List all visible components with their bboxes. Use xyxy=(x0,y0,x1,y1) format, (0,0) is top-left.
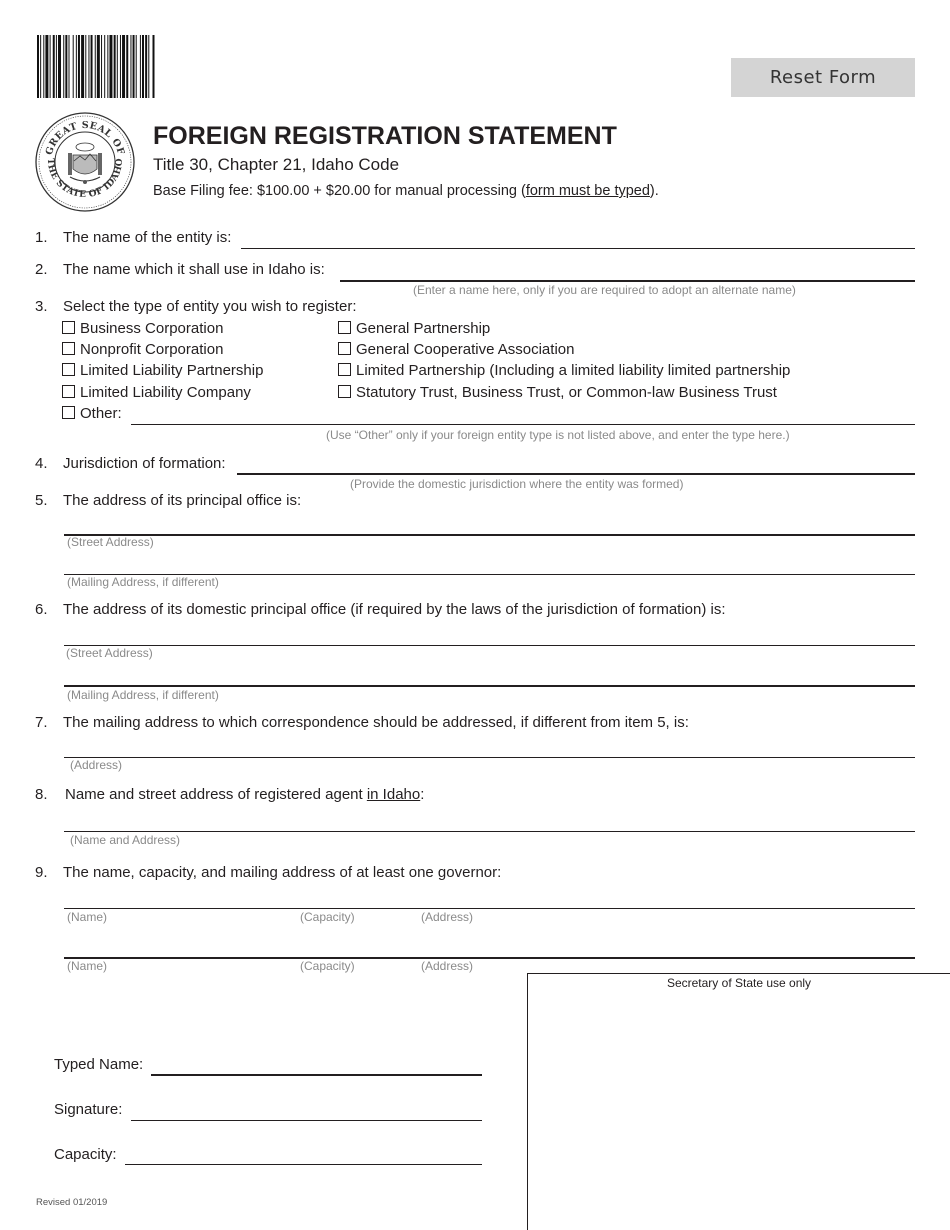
barcode-bar xyxy=(130,35,131,98)
item-8-number: 8. xyxy=(35,786,48,803)
signature-field[interactable] xyxy=(131,1120,482,1121)
svg-text:GREAT SEAL OF: GREAT SEAL OF xyxy=(43,119,127,157)
barcode-bar xyxy=(153,35,155,98)
correspondence-address-hint: (Address) xyxy=(70,758,123,772)
governor-1-capacity-hint: (Capacity) xyxy=(300,910,355,924)
domestic-street-hint: (Street Address) xyxy=(66,646,153,660)
barcode-bar xyxy=(85,35,86,98)
barcode-bar xyxy=(107,35,108,98)
domestic-street-field[interactable] xyxy=(64,645,915,646)
checkbox-limited-partnership[interactable] xyxy=(338,362,790,380)
barcode-bar xyxy=(142,35,144,98)
barcode-bar xyxy=(58,35,61,98)
form-subtitle: Title 30, Chapter 21, Idaho Code xyxy=(153,155,400,174)
barcode-bar xyxy=(145,35,147,98)
checkbox-box[interactable] xyxy=(338,363,351,376)
secretary-of-state-box xyxy=(527,973,950,1230)
entity-name-field[interactable] xyxy=(241,248,915,249)
barcode-bar xyxy=(53,35,55,98)
barcode-bar xyxy=(104,35,105,98)
fee-typed-note: form must be typed xyxy=(525,183,650,199)
checkbox-box[interactable] xyxy=(62,363,75,376)
item-2-number: 2. xyxy=(35,261,48,278)
barcode-bar xyxy=(43,35,44,98)
barcode-bar xyxy=(120,35,121,98)
governor-1-field[interactable] xyxy=(64,908,915,909)
filing-fee-text xyxy=(153,182,659,200)
barcode-bar xyxy=(45,35,48,98)
barcode-bar xyxy=(76,35,77,98)
barcode-bar xyxy=(97,35,100,98)
checkbox-nonprofit-corporation[interactable] xyxy=(62,341,223,359)
barcode-bar xyxy=(136,35,137,98)
checkbox-label: Statutory Trust, Business Trust, or Common-law Business Trust xyxy=(356,384,777,401)
checkbox-general-cooperative-association[interactable] xyxy=(338,341,574,359)
revision-date: Revised 01/2019 xyxy=(36,1197,108,1208)
item-1-number: 1. xyxy=(35,229,48,246)
governor-2-capacity-hint: (Capacity) xyxy=(300,959,355,973)
item-9-label: The name, capacity, and mailing address of at least one governor: xyxy=(63,864,502,881)
item-2-hint: (Enter a name here, only if you are required to adopt an alternate name) xyxy=(413,283,796,297)
typed-name-field[interactable] xyxy=(151,1074,482,1076)
item-7-label: The mailing address to which correspondence should be addressed, if different from item 5, is: xyxy=(63,714,689,731)
item-7-number: 7. xyxy=(35,714,48,731)
checkbox-box[interactable] xyxy=(62,342,75,355)
capacity-label: Capacity: xyxy=(54,1146,117,1163)
principal-mailing-hint: (Mailing Address, if different) xyxy=(67,575,219,589)
secretary-of-state-label: Secretary of State use only xyxy=(666,976,812,990)
barcode-bar xyxy=(40,35,41,98)
idaho-name-field[interactable] xyxy=(340,280,915,282)
signature-label: Signature: xyxy=(54,1101,123,1118)
item-4-label: Jurisdiction of formation: xyxy=(63,455,226,472)
barcode-bar xyxy=(109,35,112,98)
governor-1-name-hint: (Name) xyxy=(67,910,108,924)
domestic-mailing-field[interactable] xyxy=(64,685,915,687)
item-3-label: Select the type of entity you wish to register: xyxy=(63,298,357,315)
checkbox-box[interactable] xyxy=(338,385,351,398)
governor-2-field[interactable] xyxy=(64,957,915,959)
item-5-number: 5. xyxy=(35,492,48,509)
item-3-number: 3. xyxy=(35,298,48,315)
barcode xyxy=(37,35,224,98)
barcode-bar xyxy=(50,35,51,98)
item-4-hint: (Provide the domestic jurisdiction where the entity was formed) xyxy=(350,477,684,491)
principal-street-field[interactable] xyxy=(64,534,915,536)
capacity-field[interactable] xyxy=(125,1164,482,1165)
checkbox-limited-liability-partnership[interactable] xyxy=(62,362,263,380)
checkbox-label: Limited Liability Company xyxy=(80,384,251,401)
barcode-bar xyxy=(122,35,125,98)
item-6-label: The address of its domestic principal office (if required by the laws of the jurisdiction of formation) is: xyxy=(63,601,726,618)
item-8-label-emphasis: in Idaho xyxy=(366,786,421,803)
other-type-hint: (Use “Other” only if your foreign entity type is not listed above, and enter the type here.) xyxy=(326,428,790,442)
item-8-label-prefix: Name and street address of registered agent xyxy=(65,786,367,803)
svg-text:THE STATE OF IDAHO: THE STATE OF IDAHO xyxy=(44,157,126,201)
barcode-bar xyxy=(140,35,141,98)
checkbox-box[interactable] xyxy=(338,321,351,334)
governor-2-name-hint: (Name) xyxy=(67,959,108,973)
typed-name-label: Typed Name: xyxy=(54,1056,144,1073)
jurisdiction-field[interactable] xyxy=(237,473,915,475)
other-type-field[interactable] xyxy=(131,424,915,425)
reset-form-button[interactable]: Reset Form xyxy=(731,58,915,97)
registered-agent-hint: (Name and Address) xyxy=(70,833,181,847)
fee-prefix: Base Filing fee: $100.00 + $20.00 for manual processing ( xyxy=(153,183,526,199)
item-2-label: The name which it shall use in Idaho is: xyxy=(63,261,325,278)
governor-2-address-hint: (Address) xyxy=(421,959,474,973)
item-8-label-suffix: : xyxy=(420,786,425,803)
item-5-label: The address of its principal office is: xyxy=(63,492,302,509)
barcode-bar xyxy=(126,35,128,98)
barcode-bar xyxy=(148,35,149,98)
item-6-number: 6. xyxy=(35,601,48,618)
barcode-bar xyxy=(91,35,93,98)
barcode-bar xyxy=(95,35,96,98)
barcode-bar xyxy=(78,35,80,98)
idaho-state-seal xyxy=(34,111,136,213)
checkbox-box[interactable] xyxy=(62,321,75,334)
barcode-bar xyxy=(69,35,70,98)
checkbox-box[interactable] xyxy=(338,342,351,355)
checkbox-general-partnership[interactable] xyxy=(338,320,490,338)
barcode-bar xyxy=(88,35,89,98)
item-4-number: 4. xyxy=(35,455,48,472)
fee-suffix: ). xyxy=(649,183,659,199)
checkbox-label: Business Corporation xyxy=(80,320,224,337)
checkbox-other[interactable] xyxy=(62,405,122,423)
barcode-bar xyxy=(81,35,84,98)
form-title: FOREIGN REGISTRATION STATEMENT xyxy=(153,122,617,150)
correspondence-address-field[interactable] xyxy=(64,757,915,758)
barcode-bar xyxy=(133,35,135,98)
checkbox-label: General Cooperative Association xyxy=(356,341,575,358)
checkbox-box[interactable] xyxy=(62,406,75,419)
checkbox-label: General Partnership xyxy=(356,320,491,337)
barcode-bar xyxy=(73,35,74,98)
barcode-bar xyxy=(101,35,102,98)
item-1-label: The name of the entity is: xyxy=(63,229,232,246)
checkbox-box[interactable] xyxy=(62,385,75,398)
barcode-bar xyxy=(65,35,67,98)
principal-street-hint: (Street Address) xyxy=(67,535,154,549)
item-8-label xyxy=(65,786,424,804)
checkbox-label: Limited Partnership (Including a limited liability limited partnership xyxy=(356,362,791,379)
governor-1-address-hint: (Address) xyxy=(421,910,474,924)
item-9-number: 9. xyxy=(35,864,48,881)
barcode-bar xyxy=(63,35,64,98)
checkbox-label: Nonprofit Corporation xyxy=(80,341,224,358)
checkbox-limited-liability-company[interactable] xyxy=(62,384,251,402)
barcode-bar xyxy=(37,35,39,98)
registered-agent-field[interactable] xyxy=(64,831,915,832)
barcode-bar xyxy=(56,35,57,98)
checkbox-label: Limited Liability Partnership xyxy=(80,362,264,379)
barcode-bar xyxy=(114,35,116,98)
checkbox-label: Other: xyxy=(80,405,122,422)
checkbox-statutory-trust[interactable] xyxy=(338,384,777,402)
checkbox-business-corporation[interactable] xyxy=(62,320,223,338)
domestic-mailing-hint: (Mailing Address, if different) xyxy=(67,688,219,702)
barcode-bar xyxy=(117,35,118,98)
